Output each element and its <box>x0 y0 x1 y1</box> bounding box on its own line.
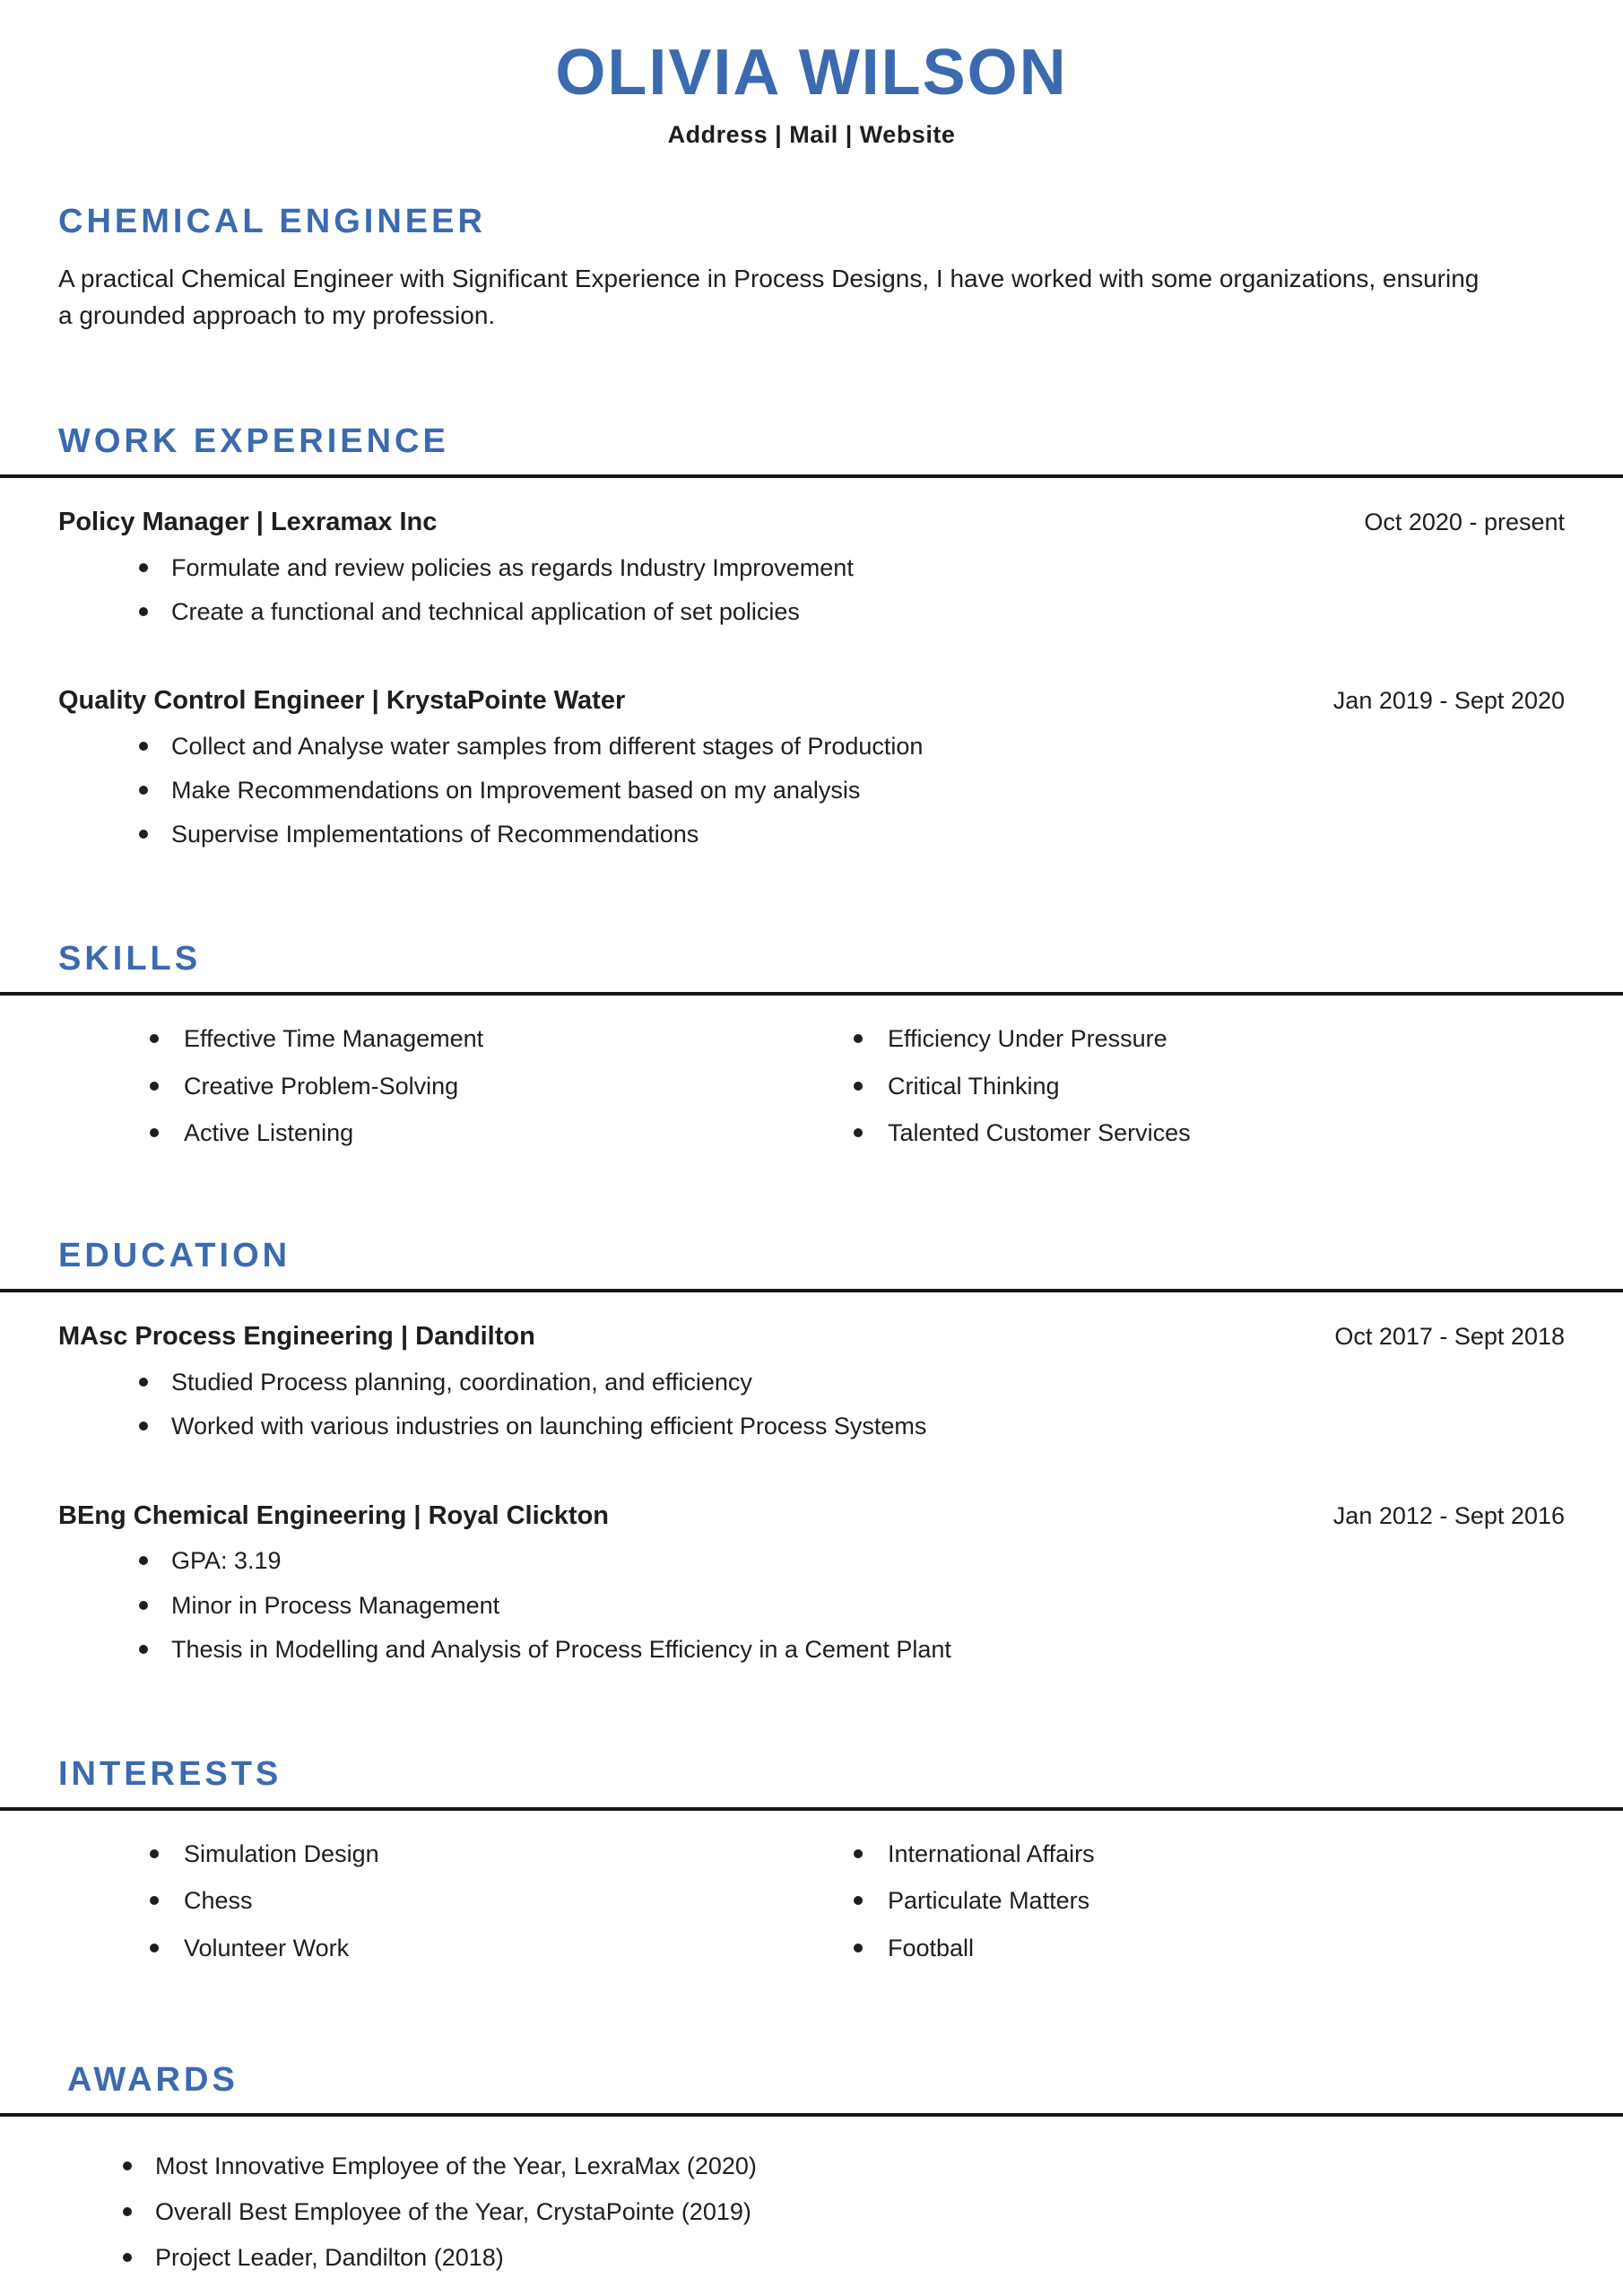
job-bullet: Supervise Implementations of Recommendations <box>137 817 1565 852</box>
interests-columns <box>58 1838 1565 1964</box>
degree-dates: Oct 2017 - Sept 2018 <box>1334 1323 1565 1351</box>
section-divider <box>0 2113 1623 2117</box>
skill-item: Creative Problem-Solving <box>148 1070 852 1102</box>
interest-item: Chess <box>148 1884 852 1917</box>
job-entry <box>58 507 1565 630</box>
degree-dates: Jan 2012 - Sept 2016 <box>1332 1501 1565 1529</box>
job-bullet-list <box>137 551 1565 630</box>
section-interests <box>58 1754 1565 1964</box>
award-item: Overall Best Employee of the Year, CrystaPointe (2019) <box>121 2195 1565 2230</box>
section-awards <box>58 2063 1565 2275</box>
award-item: Most Innovative Employee of the Year, LexraMax (2020) <box>121 2149 1565 2184</box>
person-name: OLIVIA WILSON <box>555 37 1068 109</box>
section-divider <box>0 1289 1623 1292</box>
job-header <box>58 685 1565 717</box>
interests-heading: INTERESTS <box>58 1754 282 1793</box>
section-work-experience <box>58 424 1565 852</box>
section-divider <box>0 1807 1623 1811</box>
degree-bullet-list <box>137 1544 1565 1666</box>
job-bullet: Collect and Analyse water samples from different stages of Production <box>137 729 1565 764</box>
contact-line: Address | Mail | Website <box>667 121 956 148</box>
interest-item: Particulate Matters <box>852 1884 1565 1917</box>
work-experience-heading: WORK EXPERIENCE <box>58 422 449 460</box>
skill-item: Effective Time Management <box>148 1022 852 1055</box>
degree-entry <box>58 1500 1565 1667</box>
interests-left-column <box>148 1838 852 1964</box>
job-bullet: Create a functional and technical application of set policies <box>137 595 1565 630</box>
degree-bullet: GPA: 3.19 <box>137 1544 1565 1578</box>
degree-title: MAsc Process Engineering | Dandilton <box>58 1322 535 1352</box>
degree-title: BEng Chemical Engineering | Royal Clickton <box>58 1500 609 1530</box>
education-heading: EDUCATION <box>58 1237 291 1275</box>
skill-item: Talented Customer Services <box>852 1117 1565 1149</box>
degree-entry <box>58 1321 1565 1444</box>
job-dates: Jan 2019 - Sept 2020 <box>1332 686 1565 714</box>
skill-item: Active Listening <box>148 1117 852 1149</box>
job-bullet: Make Recommendations on Improvement based on my analysis <box>137 773 1565 808</box>
job-title: Quality Control Engineer | KrystaPointe Water <box>58 685 626 715</box>
award-item: Project Leader, Dandilton (2018) <box>121 2240 1565 2275</box>
job-bullet-list <box>137 729 1565 852</box>
profile-heading: CHEMICAL ENGINEER <box>58 203 486 240</box>
skills-right-column <box>852 1022 1565 1149</box>
interest-item: Simulation Design <box>148 1838 852 1870</box>
skill-item: Efficiency Under Pressure <box>852 1022 1565 1055</box>
resume-header <box>58 37 1565 149</box>
degree-bullet-list <box>137 1365 1565 1444</box>
skills-left-column <box>148 1022 852 1149</box>
degree-header <box>58 1500 1565 1532</box>
awards-heading: AWARDS <box>67 2061 239 2100</box>
section-education <box>58 1239 1565 1666</box>
interest-item: Volunteer Work <box>148 1932 852 1964</box>
job-header <box>58 507 1565 538</box>
skills-heading: SKILLS <box>58 940 202 978</box>
section-skills <box>58 942 1565 1149</box>
awards-list <box>121 2149 1565 2275</box>
interest-item: International Affairs <box>852 1838 1565 1870</box>
degree-bullet: Studied Process planning, coordination, and efficiency <box>137 1365 1565 1400</box>
job-bullet: Formulate and review policies as regards Industry Improvement <box>137 551 1565 586</box>
skills-columns <box>58 1022 1565 1149</box>
profile-summary: A practical Chemical Engineer with Significant Experience in Process Designs, I have worked with some organizations, ensuring a grounded approach to my profession. <box>58 265 1480 330</box>
section-profile <box>58 204 1565 335</box>
skill-item: Critical Thinking <box>852 1070 1565 1102</box>
interest-item: Football <box>852 1932 1565 1964</box>
interests-right-column <box>852 1838 1565 1964</box>
degree-bullet: Worked with various industries on launching efficient Process Systems <box>137 1409 1565 1444</box>
degree-bullet: Thesis in Modelling and Analysis of Process Efficiency in a Cement Plant <box>137 1632 1565 1667</box>
job-entry <box>58 685 1565 852</box>
degree-bullet: Minor in Process Management <box>137 1588 1565 1623</box>
job-title: Policy Manager | Lexramax Inc <box>58 507 438 536</box>
section-divider <box>0 992 1623 996</box>
degree-header <box>58 1321 1565 1352</box>
job-dates: Oct 2020 - present <box>1364 508 1565 535</box>
section-divider <box>0 474 1623 478</box>
